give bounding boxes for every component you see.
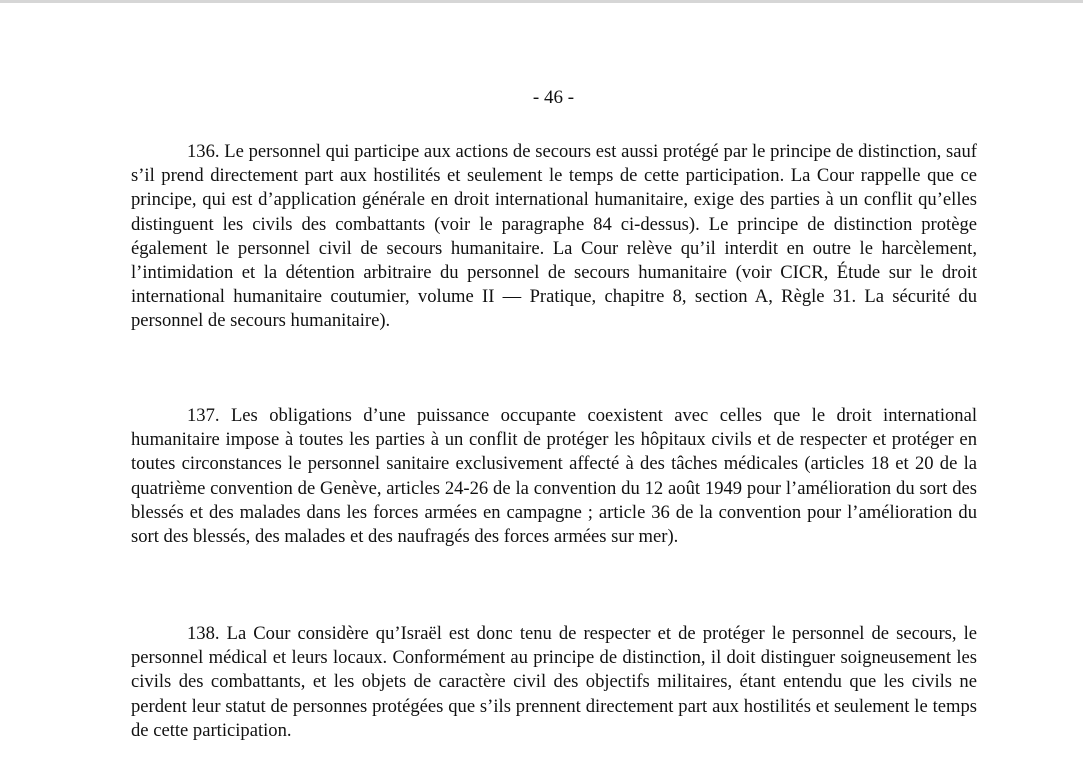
page-number: - 46 - xyxy=(532,87,575,108)
top-border xyxy=(0,0,1083,3)
paragraph-136: 136. Le personnel qui participe aux actions de secours est aussi protégé par le principe de distinction, sauf s’il prend directement part aux hostilités et seulement le temps de cette participation. La Cour rappelle que ce principe, qui est d’application générale en droit international humanitaire, exige des parties à un conflit qu’elles distinguent les civils des combattants (voir le paragraphe 84 ci-dessus). Le principe de distinction protège également le personnel civil de secours humanitaire. La Cour relève qu’il interdit en outre le harcèlement, l’intimidation et la détention arbitraire du personnel de secours humanitaire (voir CICR, Étude sur le droit international humanitaire coutumier, volume II — Pratique, chapitre 8, section A, Règle 31. La sécurité du personnel de secours humanitaire). xyxy=(131,141,977,332)
paragraph-137: 137. Les obligations d’une puissance occupante coexistent avec celles que le droit international humanitaire impose à toutes les parties à un conflit de protéger les hôpitaux civils et de respecter et protéger en toutes circonstances le personnel sanitaire exclusivement affecté à des tâches médicales (articles 18 et 20 de la quatrième convention de Genève, articles 24-26 de la convention du 12 août 1949 pour l’amélioration du sort des blessés et des malades dans les forces armées en campagne ; article 36 de la convention pour l’amélioration du sort des blessés, des malades et des naufragés des forces armées sur mer). xyxy=(131,405,977,548)
paragraph-138: 138. La Cour considère qu’Israël est donc tenu de respecter et de protéger le personnel de secours, le personnel médical et leurs locaux. Conformément au principe de distinction, il doit distinguer soigneusement les civils des combattants, et les objets de caractère civil des objectifs militaires, étant entendu que les civils ne perdent leur statut de personnes protégées que s’ils prennent directement part aux hostilités et seulement le temps de cette participation. xyxy=(131,623,977,741)
